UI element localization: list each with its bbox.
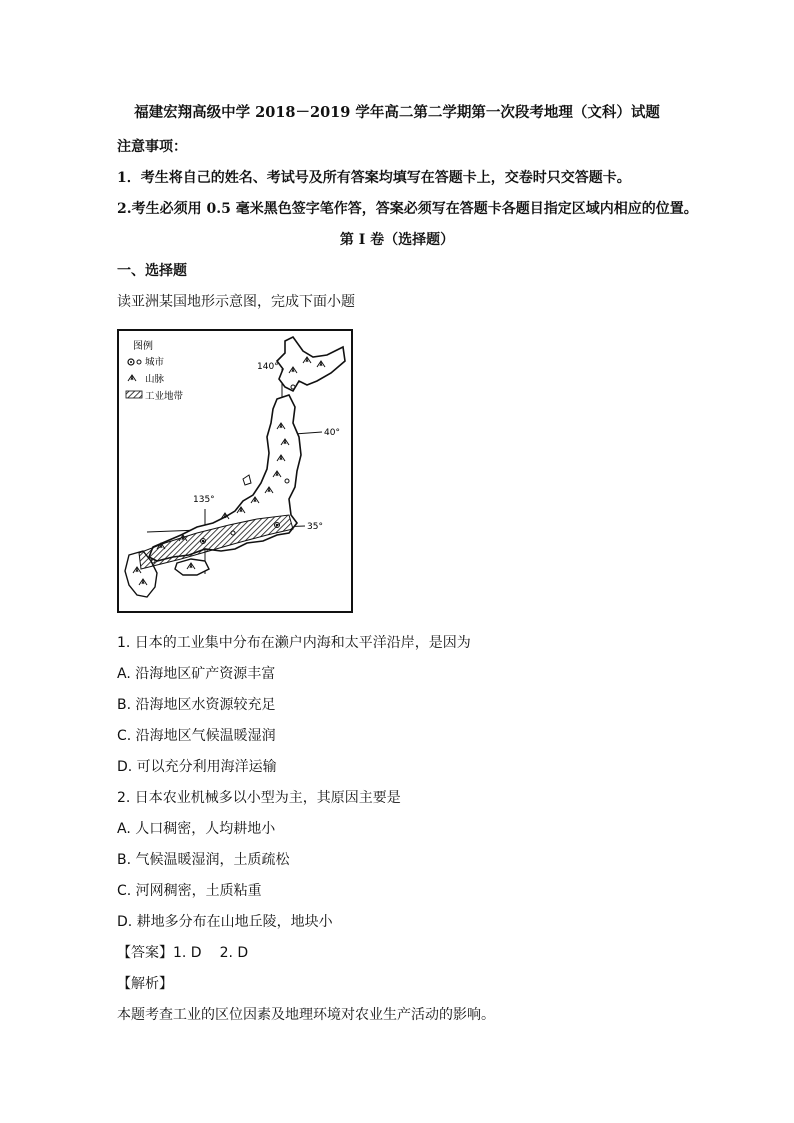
lat-35-label: 35° bbox=[307, 522, 323, 532]
question-1-option-b: B. 沿海地区水资源较充足 bbox=[117, 697, 276, 713]
lon-140-label: 140° bbox=[257, 362, 279, 372]
exam-title: 福建宏翔高级中学 2018－2019 学年高二第二学期第一次段考地理（文科）试题 bbox=[134, 104, 660, 121]
question-2-option-d: D. 耕地多分布在山地丘陵，地块小 bbox=[117, 914, 333, 930]
part-title: 一、选择题 bbox=[117, 263, 187, 279]
answer-label: 【答案】 bbox=[117, 945, 173, 961]
question-1-stem: 1. 日本的工业集中分布在濑户内海和太平洋沿岸，是因为 bbox=[117, 635, 471, 651]
question-1-option-d: D. 可以充分利用海洋运输 bbox=[117, 759, 277, 775]
question-2-option-a: A. 人口稠密，人均耕地小 bbox=[117, 821, 276, 837]
legend-title: 图例 bbox=[133, 341, 153, 352]
volume-title: 第 I 卷（选择题） bbox=[339, 232, 455, 248]
note-item-1: 1．考生将自己的姓名、考试号及所有答案均填写在答题卡上，交卷时只交答题卡。 bbox=[117, 170, 631, 186]
legend-mountain-label: 山脉 bbox=[145, 374, 165, 385]
question-1-option-a: A. 沿海地区矿产资源丰富 bbox=[117, 666, 276, 682]
analysis-label: 【解析】 bbox=[117, 976, 173, 992]
question-intro: 读亚洲某国地形示意图，完成下面小题 bbox=[117, 294, 355, 310]
note-item-2: 2.考生必须用 0.5 毫米黑色签字笔作答，答案必须写在答题卡各题目指定区域内相应的位置。 bbox=[117, 201, 698, 217]
question-2-option-b: B. 气候温暖湿润，土质疏松 bbox=[117, 852, 290, 868]
lat-40-label: 40° bbox=[324, 428, 340, 438]
lon-135-label: 135° bbox=[193, 495, 215, 505]
answer-1: 1. D bbox=[173, 945, 202, 961]
question-1-option-c: C. 沿海地区气候温暖湿润 bbox=[117, 728, 276, 744]
notes-heading: 注意事项： bbox=[117, 139, 187, 155]
legend-industry-icon bbox=[126, 391, 142, 398]
question-2-option-c: C. 河网稠密，土质粘重 bbox=[117, 883, 262, 899]
legend-city-label: 城市 bbox=[145, 357, 165, 368]
japan-terrain-map bbox=[117, 329, 353, 613]
legend-industry-label: 工业地带 bbox=[145, 391, 184, 402]
question-2-stem: 2. 日本农业机械多以小型为主，其原因主要是 bbox=[117, 790, 401, 806]
analysis-text: 本题考查工业的区位因素及地理环境对农业生产活动的影响。 bbox=[117, 1007, 495, 1023]
answer-2: 2. D bbox=[219, 945, 249, 961]
answer-line bbox=[117, 944, 248, 962]
